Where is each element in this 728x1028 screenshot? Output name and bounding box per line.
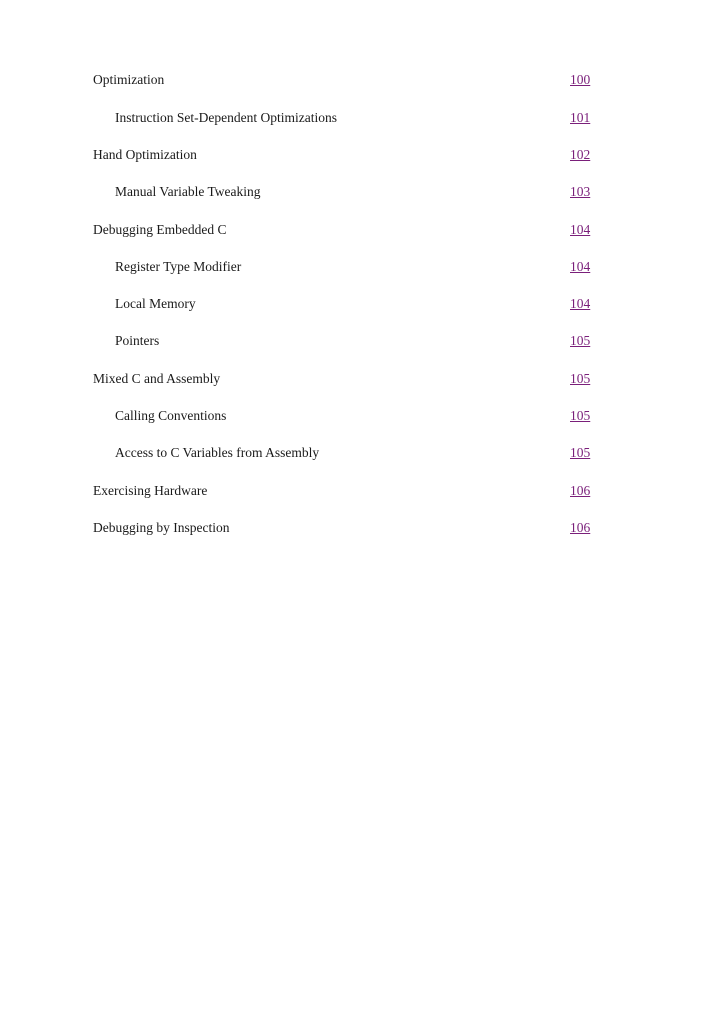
toc-entry (0, 331, 728, 351)
toc-entry-title: Local Memory (115, 296, 196, 311)
toc-entry (0, 145, 728, 165)
toc-entry (0, 294, 728, 314)
toc-entry (0, 481, 728, 501)
toc-entry (0, 443, 728, 463)
toc-page-link[interactable]: 103 (570, 184, 591, 199)
toc-page-link[interactable]: 105 (570, 371, 591, 386)
toc-entry (0, 108, 728, 128)
toc-page-link[interactable]: 105 (570, 445, 591, 460)
toc-page-link[interactable]: 101 (570, 110, 591, 125)
toc-page-link[interactable]: 102 (570, 147, 591, 162)
toc-entry-title: Debugging Embedded C (93, 222, 227, 237)
toc-entry (0, 518, 728, 538)
toc-page-link[interactable]: 106 (570, 483, 591, 498)
toc-page-link[interactable]: 104 (570, 296, 591, 311)
toc-entry-title: Instruction Set-Dependent Optimizations (115, 110, 337, 125)
toc-entry-title: Hand Optimization (93, 147, 197, 162)
toc-entry (0, 182, 728, 202)
toc-entry-title: Pointers (115, 333, 160, 348)
toc-entry-title: Calling Conventions (115, 408, 227, 423)
toc-entry (0, 220, 728, 240)
toc-entry-title: Debugging by Inspection (93, 520, 230, 535)
toc-page-link[interactable]: 104 (570, 222, 591, 237)
toc-entry-title: Manual Variable Tweaking (115, 184, 261, 199)
toc-entry-title: Mixed C and Assembly (93, 371, 221, 386)
toc-page-link[interactable]: 106 (570, 520, 591, 535)
toc-entry-title: Exercising Hardware (93, 483, 208, 498)
toc-entry (0, 406, 728, 426)
toc-page-link[interactable]: 105 (570, 333, 591, 348)
toc-entry (0, 369, 728, 389)
toc-entry-title: Optimization (93, 72, 165, 87)
toc-page-link[interactable]: 104 (570, 259, 591, 274)
toc-entry-title: Register Type Modifier (115, 259, 242, 274)
toc-entry-title: Access to C Variables from Assembly (115, 445, 320, 460)
toc-entry (0, 70, 728, 90)
toc-entry (0, 257, 728, 277)
toc-page-link[interactable]: 105 (570, 408, 591, 423)
toc-page-link[interactable]: 100 (570, 72, 591, 87)
